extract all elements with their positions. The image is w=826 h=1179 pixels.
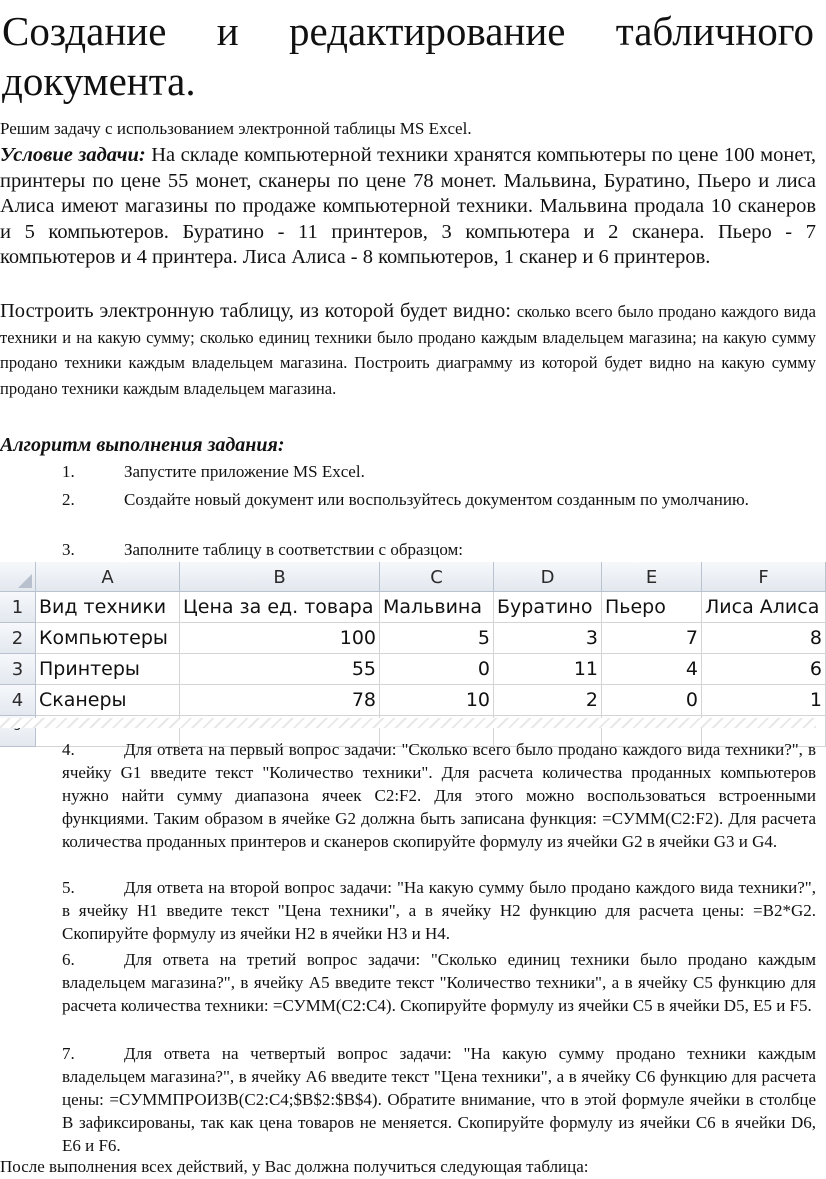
intro-text: Решим задачу с использованием электронной таблицы MS Excel. — [0, 119, 472, 138]
column-header: D — [494, 562, 602, 592]
sheet-cell: 2 — [494, 685, 602, 716]
sheet-cell: Компьютеры — [36, 623, 180, 654]
sheet-cell: 55 — [180, 654, 380, 685]
step-text: Для ответа на первый вопрос задачи: "Сколько всего было продано каждого вида техники?", в ячейку G1 введите текст "Количество техники". Для расчета количества проданных компьютеров нужно найти сумму диапазона ячеек C2:F2. Для этого можно воспользоваться встроенными функциями. Таким образом в ячейке G2 должна быть записана функция: =СУММ(C2:F2). Для расчета количества проданных принтеров и сканеров скопируйте формулу из ячейки G2 в ячейки G3 и G4. — [62, 740, 816, 851]
build-lead: Построить электронную таблицу, из которой будет видно: — [0, 300, 517, 322]
excel-sheet-image — [0, 562, 822, 728]
step-text: Создайте новый документ или воспользуйтесь документом созданным по умолчанию. — [124, 490, 749, 509]
torn-edge — [0, 718, 816, 728]
sheet-cell: Буратино — [494, 592, 602, 623]
sheet-cell: 7 — [602, 623, 702, 654]
step-number: 1. — [62, 462, 75, 481]
sheet-cell: 11 — [494, 654, 602, 685]
build-text: сколько всего было продано каждого вида техники и на какую сумму; сколько единиц техники было продано каждым владельцем магазина; на какую сумму продано техники каждым владельцем магазина. Построить диаграмму из которой будет видно на какую сумму продано техники каждым владельцем магазина. — [0, 302, 816, 398]
row-header: 1 — [0, 592, 36, 623]
task-build — [0, 299, 816, 401]
step-6 — [62, 948, 816, 1017]
sheet-cell: 5 — [380, 623, 494, 654]
step-number: 2. — [62, 490, 75, 509]
sheet-cell: 8 — [702, 623, 826, 654]
step-7 — [62, 1042, 816, 1157]
step-2 — [62, 488, 816, 511]
sheet-cell: 6 — [702, 654, 826, 685]
sheet-cell: Пьеро — [602, 592, 702, 623]
step-text: Для ответа на второй вопрос задачи: "На какую сумму было продано каждого вида техники?", в ячейку H1 введите текст "Цена техники", а в ячейку H2 функцию для расчета цены: =B2*G2. Скопируйте формулу из ячейки H2 в ячейки H3 и H4. — [62, 878, 816, 943]
sheet-cell: Мальвина — [380, 592, 494, 623]
step-5 — [62, 876, 816, 945]
step-text: Для ответа на третий вопрос задачи: "Сколько единиц техники было продано каждым владельцем магазина?", в ячейку A5 введите текст "Количество техники", а в ячейку C5 функцию для расчета количества техники: =СУММ(C2:C4). Скопируйте формулу из ячейки C5 в ячейки D5, E5 и F5. — [62, 950, 816, 1015]
document-title: Создание и редактирование табличного документа. — [2, 8, 814, 104]
sheet-cell: 100 — [180, 623, 380, 654]
step-number: 3. — [62, 540, 75, 559]
step-number: 7. — [62, 1044, 75, 1063]
step-number: 5. — [62, 878, 75, 897]
step-text: Запустите приложение MS Excel. — [124, 462, 365, 481]
sheet-cell: 4 — [602, 654, 702, 685]
sheet-cell: 1 — [702, 685, 826, 716]
sheet-cell: 78 — [180, 685, 380, 716]
sheet-cell: Принтеры — [36, 654, 180, 685]
algorithm-title: Алгоритм выполнения задания: — [0, 434, 285, 456]
sheet-cell: Лиса Алиса — [702, 592, 826, 623]
sheet-cell: 10 — [380, 685, 494, 716]
step-1 — [62, 460, 816, 483]
step-4 — [62, 738, 816, 853]
select-all-corner — [0, 562, 36, 592]
row-header: 2 — [0, 623, 36, 654]
column-header: B — [180, 562, 380, 592]
step-number: 4. — [62, 740, 75, 759]
sheet-cell: Цена за ед. товара — [180, 592, 380, 623]
step-3 — [62, 538, 816, 561]
step-text: Заполните таблицу в соответствии с образцом: — [124, 540, 463, 559]
sheet-cell: 0 — [380, 654, 494, 685]
sheet-cell: 3 — [494, 623, 602, 654]
final-note: После выполнения всех действий, у Вас должна получиться следующая таблица: — [0, 1157, 589, 1176]
row-header: 4 — [0, 685, 36, 716]
step-text: Для ответа на четвертый вопрос задачи: "На какую сумму продано техники каждым владельцем магазина?", в ячейку A6 введите текст "Цена техники", а в ячейку C6 функцию для расчета цены: =СУММПРОИЗВ(C2:C4;$B$2:$B$4). Обратите внимание, что в этой формуле ячейки в столбце B зафиксированы, так как цена товаров не меняется. Скопируйте формулу из ячейки C6 в ячейки D6, E6 и F6. — [62, 1044, 816, 1155]
sheet-cell: Вид техники — [36, 592, 180, 623]
column-header: F — [702, 562, 826, 592]
column-header: C — [380, 562, 494, 592]
condition-lead: Условие задачи: — [0, 144, 146, 166]
column-header: A — [36, 562, 180, 592]
row-header: 3 — [0, 654, 36, 685]
sheet-cell: Сканеры — [36, 685, 180, 716]
column-header: E — [602, 562, 702, 592]
condition-text: На складе компьютерной техники хранятся компьютеры по цене 100 монет, принтеры по цене 55 монет, сканеры по цене 78 монет. Мальвина, Буратино, Пьеро и лиса Алиса имеют магазины по продаже компьютерной техники. Мальвина продала 10 сканеров и 5 компьютеров. Буратино - 11 принтеров, 3 компьютера и 2 сканера. Пьеро - 7 компьютеров и 4 принтера. Лиса Алиса - 8 компьютеров, 1 сканер и 6 принтеров. — [0, 144, 816, 268]
task-condition — [0, 143, 816, 271]
step-number: 6. — [62, 950, 75, 969]
sheet-cell: 0 — [602, 685, 702, 716]
